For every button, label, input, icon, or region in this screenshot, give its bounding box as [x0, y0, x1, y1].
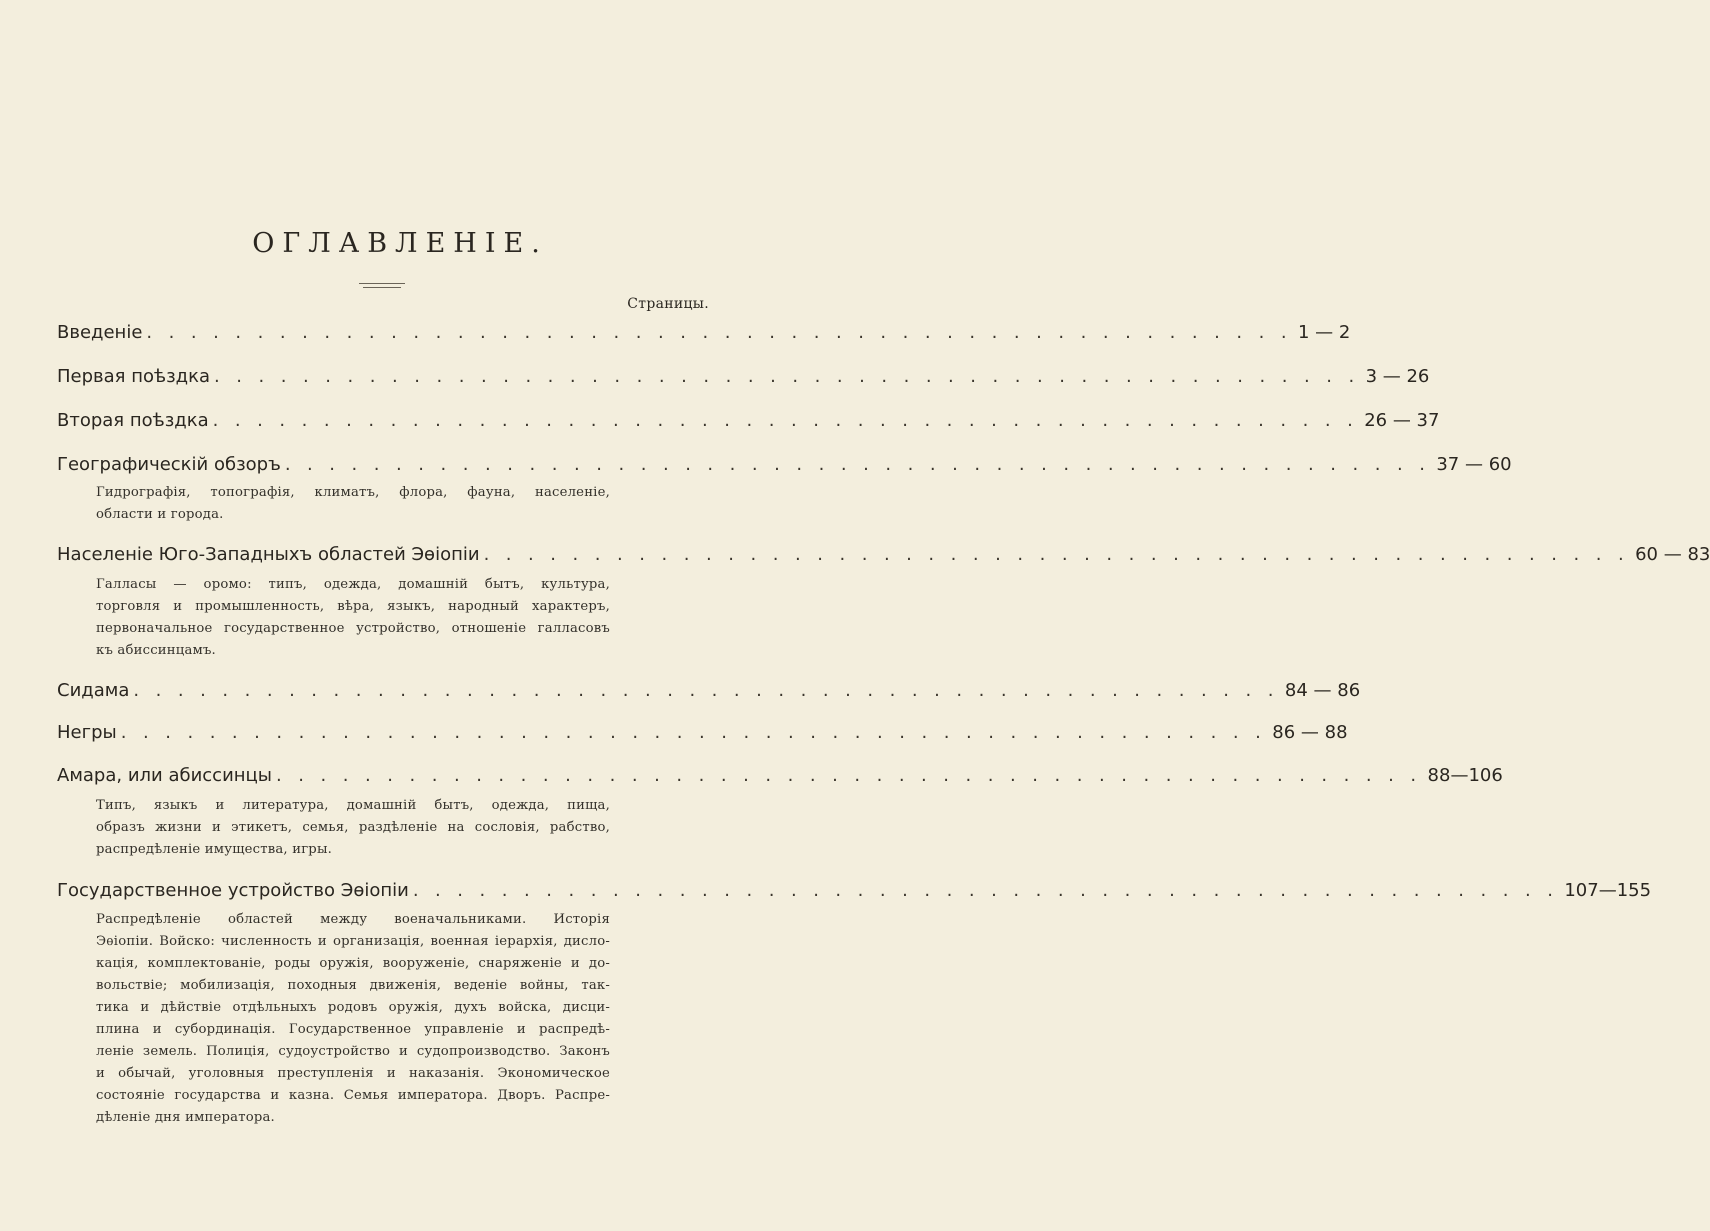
desc-line: Галласы — оромо: типъ, одежда, домашній бытъ, культура,	[96, 577, 610, 592]
dot-leader: . . . . . . . . . . . . . . . . . . . . . . . . . . . . . . . . . . . . . . . . . . . . . . . . . . . .	[212, 410, 1359, 431]
entry-pages: 84 — 86	[1284, 680, 1361, 701]
desc-line: распредѣленіе имущества, игры.	[96, 842, 333, 857]
toc-entry-negroes	[57, 722, 1348, 743]
desc-line: Гидрографія, топографія, климатъ, флора, фауна, населеніе,	[96, 485, 610, 500]
dot-leader: . . . . . . . . . . . . . . . . . . . . . . . . . . . . . . . . . . . . . . . . . . . . . . . . . . . .	[133, 680, 1279, 701]
entry-label: Государственное устройство Эѳіопіи	[57, 880, 409, 901]
entry-pages: 88—106	[1427, 765, 1503, 786]
entry-pages: 37 — 60	[1436, 454, 1512, 475]
entry-label: Вторая поѣздка	[57, 410, 209, 431]
entry-label: Географическій обзоръ	[57, 454, 281, 475]
dot-leader: . . . . . . . . . . . . . . . . . . . . . . . . . . . . . . . . . . . . . . . . . . . . . . . . . . . .	[276, 765, 1422, 786]
pages-column-heading: Страницы.	[627, 296, 709, 312]
entry-description	[96, 795, 610, 861]
entry-description	[96, 574, 610, 662]
desc-line: Эѳіопіи. Войско: численность и организація, военная іерархія, дисло-	[96, 934, 610, 949]
toc-entry-state-structure	[57, 880, 1652, 901]
toc-entry-second-journey	[57, 410, 1440, 431]
desc-line: къ абиссинцамъ.	[96, 643, 216, 658]
desc-line: леніе земель. Полиція, судоустройство и судопроизводство. Законъ	[96, 1044, 610, 1059]
toc-entry-population-southwest	[57, 544, 1710, 565]
entry-pages: 1 — 2	[1297, 322, 1351, 343]
page-title: ОГЛАВЛЕНІЕ.	[252, 228, 548, 259]
desc-line: Типъ, языкъ и литература, домашній бытъ, одежда, пища,	[96, 798, 610, 813]
desc-line: дѣленіе дня императора.	[96, 1110, 275, 1125]
toc-entry-introduction	[57, 322, 1351, 343]
title-rule-short	[363, 287, 401, 288]
toc-entry-geographic-overview	[57, 454, 1512, 475]
dot-leader: . . . . . . . . . . . . . . . . . . . . . . . . . . . . . . . . . . . . . . . . . . . . . . . . . . . .	[284, 454, 1431, 475]
entry-description	[96, 482, 610, 526]
entry-label: Введеніе	[57, 322, 143, 343]
entry-label: Населеніе Юго-Западныхъ областей Эѳіопіи	[57, 544, 480, 565]
toc-entry-amhara	[57, 765, 1503, 786]
dot-leader: . . . . . . . . . . . . . . . . . . . . . . . . . . . . . . . . . . . . . . . . . . . . . . . . . . . .	[146, 322, 1292, 343]
desc-line: состояніе государства и казна. Семья императора. Дворъ. Распре-	[96, 1088, 610, 1103]
desc-line: Распредѣленіе областей между военачальниками. Исторія	[96, 912, 610, 927]
desc-line: кація, комплектованіе, роды оружія, вооруженіе, снаряженіе и до-	[96, 956, 610, 971]
desc-line: вольствіе; мобилизація, походныя движенія, веденіе войны, так-	[96, 978, 610, 993]
desc-line: плина и субординація. Государственное управленіе и распредѣ-	[96, 1022, 610, 1037]
entry-pages: 86 — 88	[1272, 722, 1348, 743]
entry-description	[96, 909, 610, 1129]
dot-leader: . . . . . . . . . . . . . . . . . . . . . . . . . . . . . . . . . . . . . . . . . . . . . . . . . . . .	[214, 366, 1360, 387]
toc-entry-sidama	[57, 680, 1361, 701]
dot-leader: . . . . . . . . . . . . . . . . . . . . . . . . . . . . . . . . . . . . . . . . . . . . . . . . . . . .	[483, 544, 1630, 565]
entry-label: Сидама	[57, 680, 130, 701]
toc-entry-first-journey	[57, 366, 1430, 387]
entry-label: Первая поѣздка	[57, 366, 211, 387]
desc-line: и обычай, уголовныя преступленія и наказанія. Экономическое	[96, 1066, 610, 1081]
desc-line: области и города.	[96, 507, 224, 522]
title-rule	[359, 283, 405, 284]
desc-line: первоначальное государственное устройство, отношеніе галласовъ	[96, 621, 610, 636]
entry-pages: 107—155	[1564, 880, 1652, 901]
desc-line: тика и дѣйствіе отдѣльныхъ родовъ оружія, духъ войска, дисци-	[96, 1000, 610, 1015]
entry-label: Амара, или абиссинцы	[57, 765, 272, 786]
entry-pages: 3 — 26	[1365, 366, 1430, 387]
entry-pages: 60 — 83	[1635, 544, 1710, 565]
dot-leader: . . . . . . . . . . . . . . . . . . . . . . . . . . . . . . . . . . . . . . . . . . . . . . . . . . . .	[120, 722, 1267, 743]
entry-label: Негры	[57, 722, 117, 743]
desc-line: торговля и промышленность, вѣра, языкъ, народный характеръ,	[96, 599, 610, 614]
desc-line: образъ жизни и этикетъ, семья, раздѣленіе на сословія, рабство,	[96, 820, 610, 835]
dot-leader: . . . . . . . . . . . . . . . . . . . . . . . . . . . . . . . . . . . . . . . . . . . . . . . . . . . .	[412, 880, 1559, 901]
entry-pages: 26 — 37	[1364, 410, 1440, 431]
